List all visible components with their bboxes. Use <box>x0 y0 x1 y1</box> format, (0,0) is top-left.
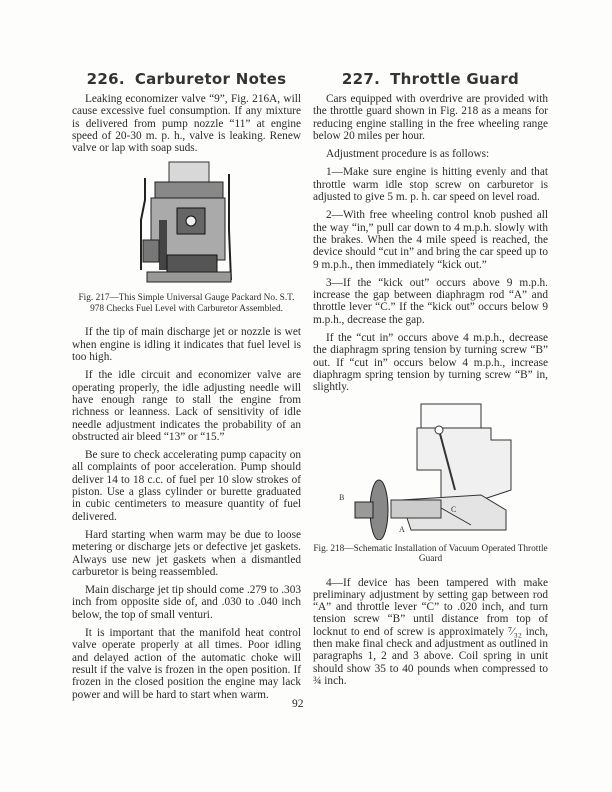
right-column <box>313 70 548 693</box>
paragraph: 1—Make sure engine is hitting evenly and that throttle warm idle stop screw on carburetor is adjusted to give 5 m. p. h. car speed on level road. <box>313 166 548 204</box>
figure-217-caption: Fig. 217—This Simple Universal Gauge Packard No. S.T. 978 Checks Fuel Level with Carburetor Assembled. <box>78 293 295 314</box>
paragraph: If the idle circuit and economizer valve are operating properly, the idle adjusting needle will have enough range to stall the engine from richness or leanness. Lack of sensitivity of idle needle adjustment indicates the probability of an obstructed air bleed “13” or “15.” <box>72 369 301 443</box>
paragraph: 2—With free wheeling control knob pushed all the way “in,” pull car down to 4 m.p.h. slowly with the brakes. When the 4 mile speed is reached, the device should “cut in” and bring the car speed up to 9 m.p.h., then immediately “kick out.” <box>313 209 548 271</box>
page-number: 92 <box>292 698 304 710</box>
paragraph: It is important that the manifold heat control valve operate properly at all times. Poor idling and delayed action of the automatic choke will result if the valve is frozen in the open position. If frozen in the closed position the engine may lack power and will be hard to start when warm. <box>72 627 301 701</box>
section-number: 227. <box>341 70 381 88</box>
paragraph: Hard starting when warm may be due to loose metering or discharge jets or defective jet gaskets. Always use new jet gaskets when a dismantled carburetor is being reassembled. <box>72 528 301 578</box>
paragraph: Main discharge jet tip should come .279 to .303 inch from opposite side of, and .030 to .040 inch below, the top of small venturi. <box>72 584 301 621</box>
left-column <box>72 70 301 707</box>
throttle-guard-figure <box>331 400 531 540</box>
paragraph: Be sure to check accelerating pump capacity on all complaints of poor acceleration. Pump should deliver 14 to 18 c.c. of fuel per 10 slow strokes of piston. Use a glass cylinder or burette graduated in cubic centimeters to measure quantity of fuel delivered. <box>72 449 301 523</box>
paragraph: Cars equipped with overdrive are provided with the throttle guard shown in Fig. 218 as a means for reducing engine stalling in the free wheeling range below 20 miles per hour. <box>313 93 548 142</box>
carburetor-gauge-figure <box>137 160 237 288</box>
figure-label-a: A <box>398 524 405 534</box>
figure-218-caption: Fig. 218—Schematic Installation of Vacuum Operated Throttle Guard <box>313 543 548 565</box>
intro-paragraph: Leaking economizer valve “9”, Fig. 216A, will cause excessive fuel consumption. If any mixture is delivered from pump nozzle “11” at engine speed of 20-30 m. p. h., valve is leaking. Renew valve or lap with soap suds. <box>72 93 301 155</box>
paragraph: If the “cut in” occurs above 4 m.p.h., decrease the diaphragm spring tension by turning screw “B” out. If “cut in” occurs below 4 m.p.h., increase diaphragm spring tension by turning screw “B” in, slightly. <box>313 332 548 394</box>
paragraph: Adjustment procedure is as follows: <box>326 148 490 161</box>
section-227-heading <box>313 70 548 88</box>
paragraph: If the tip of main discharge jet or nozzle is wet when engine is idling it indicates that fuel level is too high. <box>72 326 301 364</box>
section-number: 226. <box>86 70 125 88</box>
figure-label-b: B <box>338 492 344 502</box>
paragraph: 4—If device has been tampered with make preliminary adjustment by setting gap between rod “A” and throttle lever “C” to .020 inch, and turn tension screw “B” until distance from top of locknut to end of screw is approximately ⁷⁄₃₂ inch, then make final check and adjustment as outlined in paragraphs 1, 2 and 3 above. Coil spring in unit should show 35 to 40 pounds when compressed to ¾ inch. <box>313 576 548 687</box>
section-title: Throttle Guard <box>390 70 520 88</box>
section-226-heading <box>72 70 301 88</box>
figure-label-c: C <box>450 504 456 514</box>
paragraph: 3—If the “kick out” occurs above 9 m.p.h. increase the gap between diaphragm rod “A” and throttle lever “C.” If the “kick out” occurs below 9 m.p.h., decrease the gap. <box>313 276 548 326</box>
section-title: Carburetor Notes <box>134 70 287 88</box>
